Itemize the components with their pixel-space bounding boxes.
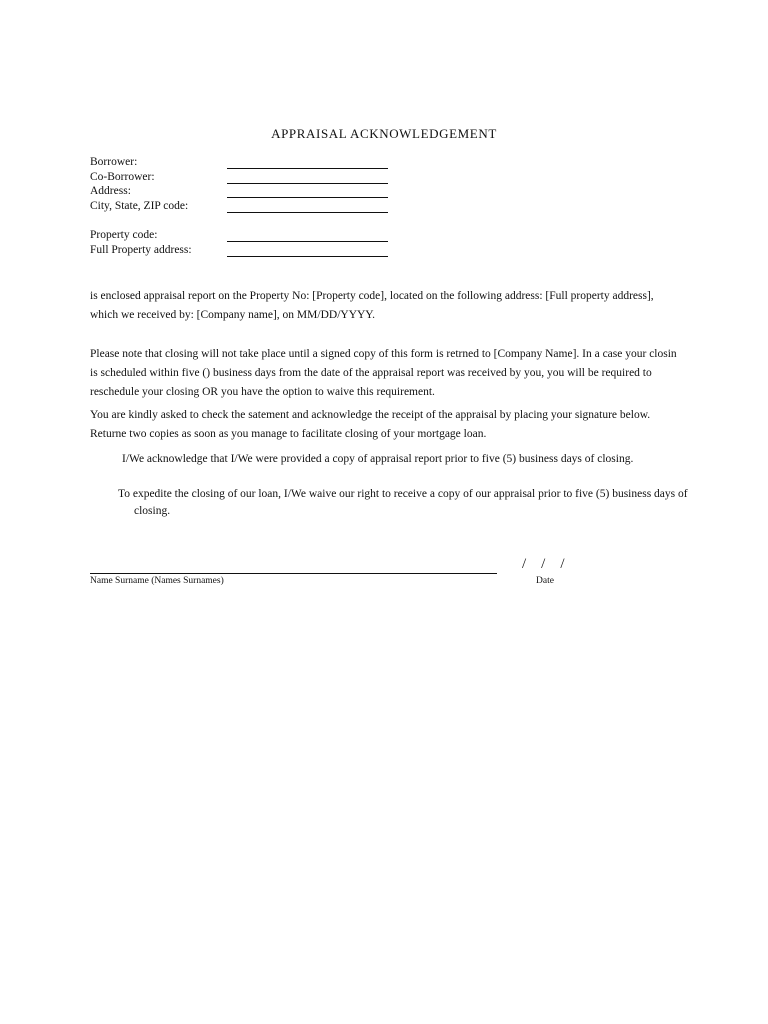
paragraph-acknowledge-request: You are kindly asked to check the satement and acknowledge the receipt of the appraisal by placing your signature below. Returne two copies as soon as you manage to facilitate closing of your mortgage loan. (90, 409, 651, 440)
date-label: Date (536, 576, 554, 586)
field-blank-line[interactable] (227, 168, 388, 169)
field-city-state-zip (90, 200, 390, 215)
paragraph-enclosed-report: is enclosed appraisal report on the Property No: [Property code], located on the following address: [Full property address], which we received by: [Company name], on MM/DD/YYYY. (90, 290, 654, 321)
document-title: APPRAISAL ACKNOWLEDGEMENT (271, 126, 497, 141)
field-blank-line[interactable] (227, 256, 388, 257)
field-full-property-address (90, 244, 390, 259)
field-blank-line[interactable] (227, 212, 388, 213)
field-address (90, 185, 390, 200)
field-blank-line[interactable] (227, 197, 388, 198)
paragraph-closing-note: Please note that closing will not take place until a signed copy of this form is retrned to [Company Name]. In a case your closin is scheduled within five () business days from the date of the appraisal report was received by you, you will be required to reschedule your closing OR you have the option to waive this requirement. (90, 348, 677, 398)
signature-name-label: Name Surname (Names Surnames) (90, 576, 224, 586)
field-property-code (90, 229, 390, 244)
field-label: Full Property address: (90, 244, 192, 256)
field-label: Borrower: (90, 156, 138, 168)
date-field[interactable]: / / / (522, 556, 565, 572)
signature-line[interactable] (90, 573, 497, 574)
field-label: Property code: (90, 229, 158, 241)
option-waive: To expedite the closing of our loan, I/We waive our right to receive a copy of our appraisal prior to five (5) business days of closing. (118, 488, 688, 517)
field-blank-line[interactable] (227, 241, 388, 242)
field-label: Address: (90, 185, 131, 197)
option-acknowledge: I/We acknowledge that I/We were provided a copy of appraisal report prior to five (5) business days of closing. (122, 453, 634, 465)
field-co-borrower (90, 171, 390, 186)
field-blank-line[interactable] (227, 183, 388, 184)
field-borrower (90, 156, 390, 171)
field-label: Co-Borrower: (90, 171, 155, 183)
field-label: City, State, ZIP code: (90, 200, 189, 212)
